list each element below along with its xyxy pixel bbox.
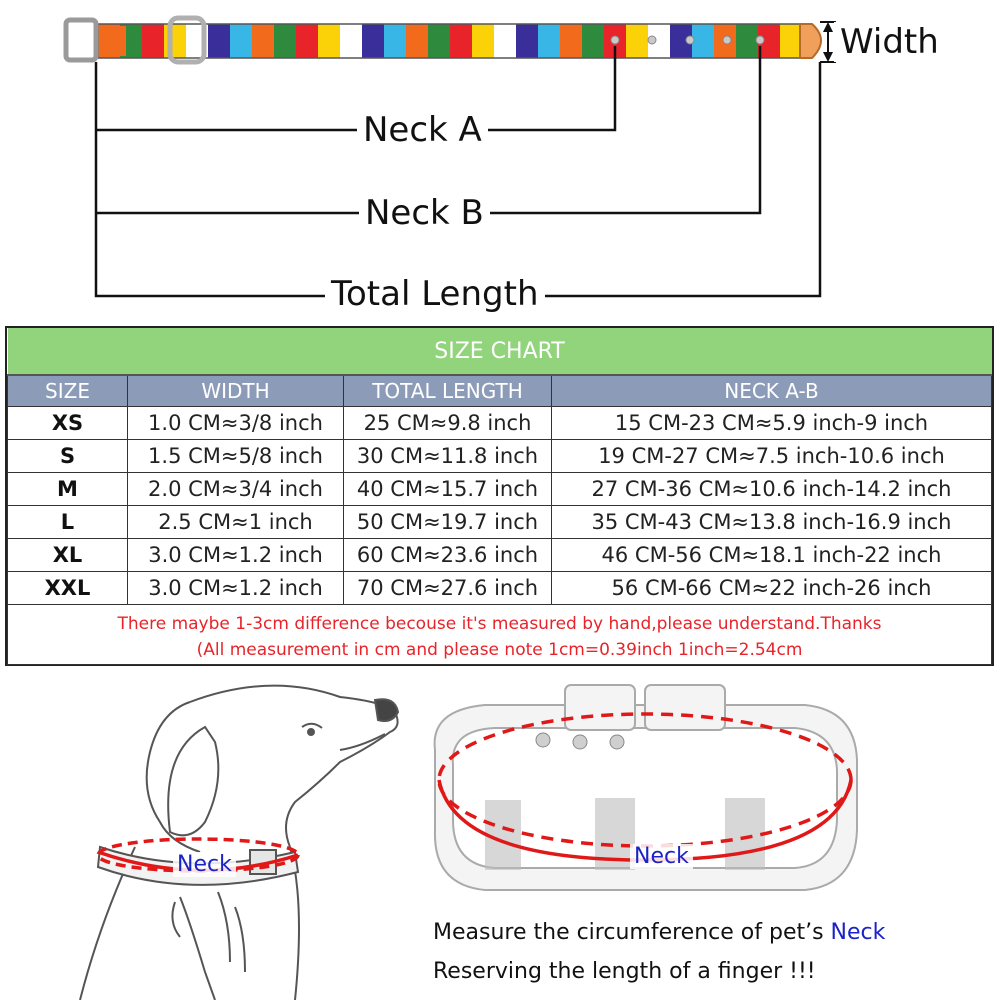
collar-stripe — [384, 24, 406, 58]
collar-stripe — [692, 24, 714, 58]
collar-stripe — [560, 24, 582, 58]
table-row — [8, 539, 992, 572]
collar-stripe — [142, 24, 164, 58]
size-chart-table — [7, 328, 992, 665]
measurement-disclaimer: There maybe 1-3cm difference becouse it's measured by hand,please understand.Thanks — [117, 614, 882, 634]
total-length-cell: 50 CM≈19.7 inch — [344, 506, 552, 539]
instruction-neck-highlight: Neck — [830, 920, 886, 945]
collar-stripe — [780, 24, 800, 58]
collar-stripe — [516, 24, 538, 58]
header-width: WIDTH — [128, 375, 344, 407]
width-cell: 2.5 CM≈1 inch — [128, 506, 344, 539]
collar-stripe — [538, 24, 560, 58]
collar-loop-sketch — [425, 680, 865, 910]
size-cell: XS — [8, 407, 128, 440]
width-cell: 3.0 CM≈1.2 inch — [128, 539, 344, 572]
table-row — [8, 440, 992, 473]
collar-hole — [756, 36, 764, 44]
collar-stripe — [208, 24, 230, 58]
buckle-loop — [100, 26, 126, 56]
collar-stripe — [494, 24, 516, 58]
size-cell: S — [8, 440, 128, 473]
collar-stripe — [274, 24, 296, 58]
collar-stripe — [318, 24, 340, 58]
neck-cell: 19 CM-27 CM≈7.5 inch-10.6 inch — [552, 440, 992, 473]
collar-stripe — [428, 24, 450, 58]
collar-stripe — [626, 24, 648, 58]
table-row — [8, 407, 992, 440]
instruction-line-2: Reserving the length of a finger !!! — [433, 959, 816, 984]
table-row — [8, 473, 992, 506]
neck-cell: 56 CM-66 CM≈22 inch-26 inch — [552, 572, 992, 605]
size-cell: XXL — [8, 572, 128, 605]
instruction-line-1 — [433, 920, 885, 945]
collar-hole — [648, 36, 656, 44]
collar-tip — [800, 24, 821, 58]
width-cell: 2.0 CM≈3/4 inch — [128, 473, 344, 506]
collar-closeup-illustration — [425, 680, 865, 910]
collar-hole — [611, 36, 619, 44]
width-cell: 3.0 CM≈1.2 inch — [128, 572, 344, 605]
unit-conversion-note: (All measurement in cm and please note 1cm=0.39inch 1inch=2.54cm — [196, 640, 803, 660]
total-length-cell: 40 CM≈15.7 inch — [344, 473, 552, 506]
instruction-text: Measure the circumference of pet’s — [433, 920, 831, 945]
total-length-cell: 60 CM≈23.6 inch — [344, 539, 552, 572]
size-chart — [5, 326, 994, 666]
collar-stripe — [406, 24, 428, 58]
neck-cell: 46 CM-56 CM≈18.1 inch-22 inch — [552, 539, 992, 572]
dog-neck-label: Neck — [173, 852, 236, 877]
size-chart-notes — [8, 605, 992, 665]
total-length-cell: 30 CM≈11.8 inch — [344, 440, 552, 473]
dog-neck-illustration — [40, 672, 430, 1000]
buckle-frame — [66, 20, 96, 60]
width-cell: 1.0 CM≈3/8 inch — [128, 407, 344, 440]
collar-stripe — [296, 24, 318, 58]
dog-sketch — [40, 672, 430, 1000]
total-length-line — [96, 62, 820, 296]
size-cell: XL — [8, 539, 128, 572]
collar-dimension-diagram — [0, 0, 1000, 320]
collar-hole — [723, 36, 731, 44]
header-total-length: TOTAL LENGTH — [344, 375, 552, 407]
collar-stripe — [450, 24, 472, 58]
total-length-label: Total Length — [325, 274, 545, 314]
collar-neck-label: Neck — [630, 844, 693, 869]
total-length-cell: 25 CM≈9.8 inch — [344, 407, 552, 440]
collar-stripe — [230, 24, 252, 58]
table-row — [8, 572, 992, 605]
collar-hole — [686, 36, 694, 44]
neck-cell: 35 CM-43 CM≈13.8 inch-16.9 inch — [552, 506, 992, 539]
neck-cell: 27 CM-36 CM≈10.6 inch-14.2 inch — [552, 473, 992, 506]
collar-stripe — [340, 24, 362, 58]
neck-b-label: Neck B — [359, 193, 490, 233]
neck-a-label: Neck A — [357, 110, 488, 150]
collar-stripe — [362, 24, 384, 58]
width-label: Width — [834, 22, 945, 62]
header-size: SIZE — [8, 375, 128, 407]
collar-stripe — [472, 24, 494, 58]
size-chart-header-row — [8, 375, 992, 407]
collar-stripe — [164, 24, 186, 58]
table-row — [8, 506, 992, 539]
size-chart-title: SIZE CHART — [8, 328, 992, 375]
collar-stripe — [736, 24, 758, 58]
width-cell: 1.5 CM≈5/8 inch — [128, 440, 344, 473]
neck-cell: 15 CM-23 CM≈5.9 inch-9 inch — [552, 407, 992, 440]
collar-stripe — [582, 24, 604, 58]
size-cell: L — [8, 506, 128, 539]
collar-stripe — [252, 24, 274, 58]
total-length-cell: 70 CM≈27.6 inch — [344, 572, 552, 605]
header-neck-a-b: NECK A-B — [552, 375, 992, 407]
size-cell: M — [8, 473, 128, 506]
